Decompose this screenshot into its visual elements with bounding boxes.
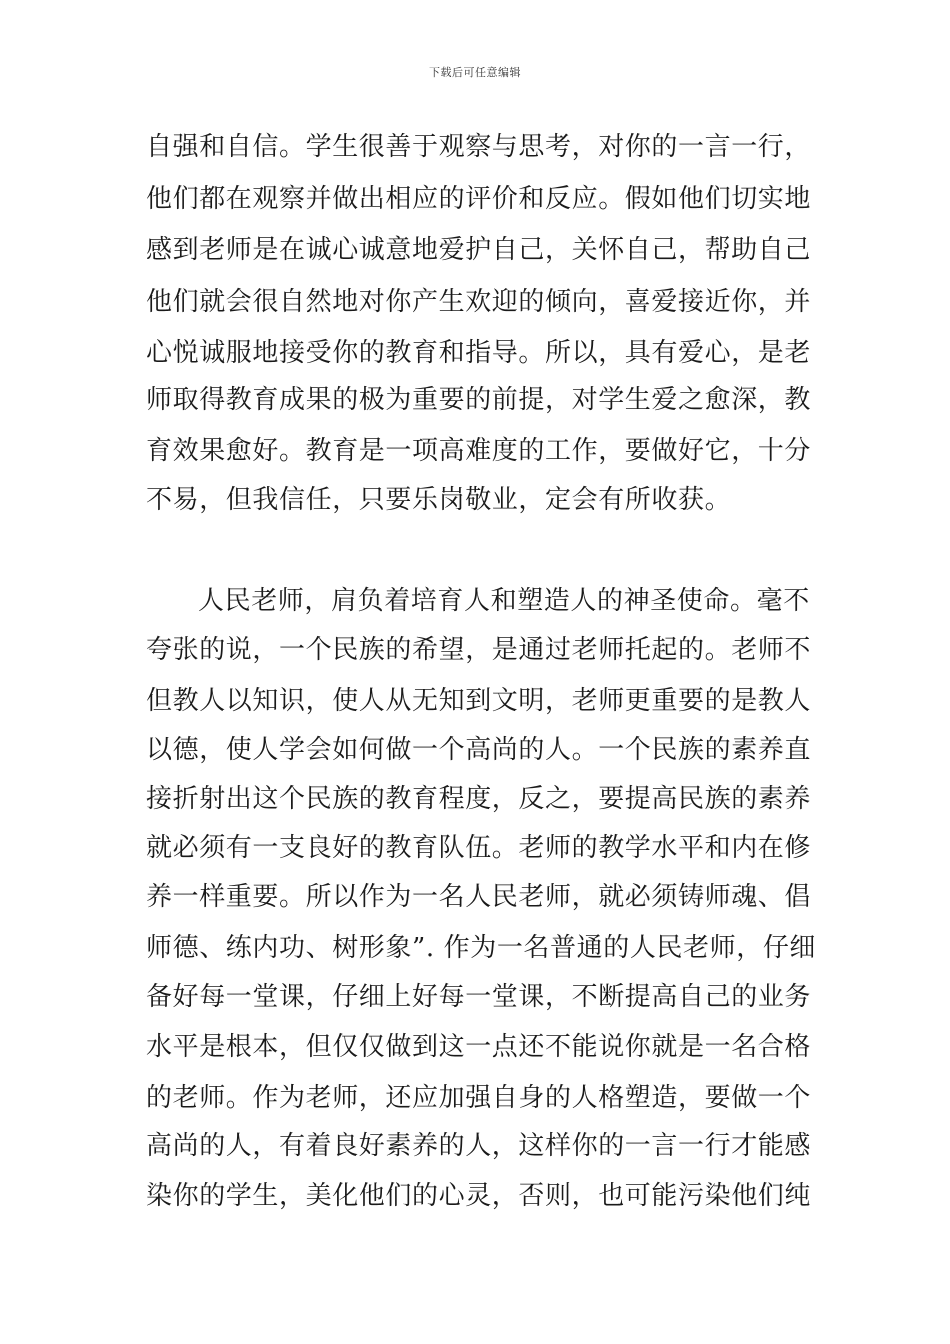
paragraph-2-line: 接折射出这个民族的教育程度，反之，要提高民族的素养 <box>146 784 812 814</box>
paragraph-2-line: 水平是根本，但仅仅做到这一点还不能说你就是一名合格 <box>146 1032 812 1062</box>
paragraph-1-line: 育效果愈好。教育是一项高难度的工作，要做好它，十分 <box>146 436 812 466</box>
paragraph-2-line: 人民老师，肩负着培育人和塑造人的神圣使命。毫不 <box>198 586 810 616</box>
paragraph-1-line: 自强和自信。学生很善于观察与思考，对你的一言一行， <box>146 132 812 162</box>
paragraph-2-line: 就必须有一支良好的教育队伍。老师的教学水平和内在修 <box>146 833 812 863</box>
paragraph-1-line: 不易，但我信任，只要乐岗敬业，定会有所收获。 <box>146 485 732 515</box>
paragraph-2-line: 的老师。作为老师，还应加强自身的人格塑造，要做一个 <box>146 1083 812 1113</box>
paragraph-2-line: 以德，使人学会如何做一个高尚的人。一个民族的素养直 <box>146 735 812 765</box>
paragraph-2-line: 染你的学生，美化他们的心灵，否则，也可能污染他们纯 <box>146 1181 812 1211</box>
paragraph-1-line: 他们就会很自然地对你产生欢迎的倾向，喜爱接近你，并 <box>146 287 812 317</box>
page-header: 下载后可任意编辑 <box>429 66 521 79</box>
paragraph-1-line: 师取得教育成果的极为重要的前提，对学生爱之愈深，教 <box>146 385 812 415</box>
paragraph-2-line: 备好每一堂课，仔细上好每一堂课，不断提高自己的业务 <box>146 982 812 1012</box>
paragraph-2-line: 师德、练内功、树形象”. 作为一名普通的人民老师，仔细 <box>146 933 817 963</box>
paragraph-1-line: 他们都在观察并做出相应的评价和反应。假如他们切实地 <box>146 184 812 214</box>
paragraph-2-line: 高尚的人，有着良好素养的人，这样你的一言一行才能感 <box>146 1131 812 1161</box>
paragraph-2-line: 养一样重要。所以作为一名人民老师，就必须铸师魂、倡 <box>146 882 812 912</box>
paragraph-1-line: 感到老师是在诚心诚意地爱护自己，关怀自己，帮助自己 <box>146 235 812 265</box>
paragraph-2-line: 但教人以知识，使人从无知到文明，老师更重要的是教人 <box>146 686 812 716</box>
paragraph-1-line: 心悦诚服地接受你的教育和指导。所以，具有爱心，是老 <box>146 338 812 368</box>
paragraph-2-line: 夸张的说，一个民族的希望，是通过老师托起的。老师不 <box>146 635 812 665</box>
